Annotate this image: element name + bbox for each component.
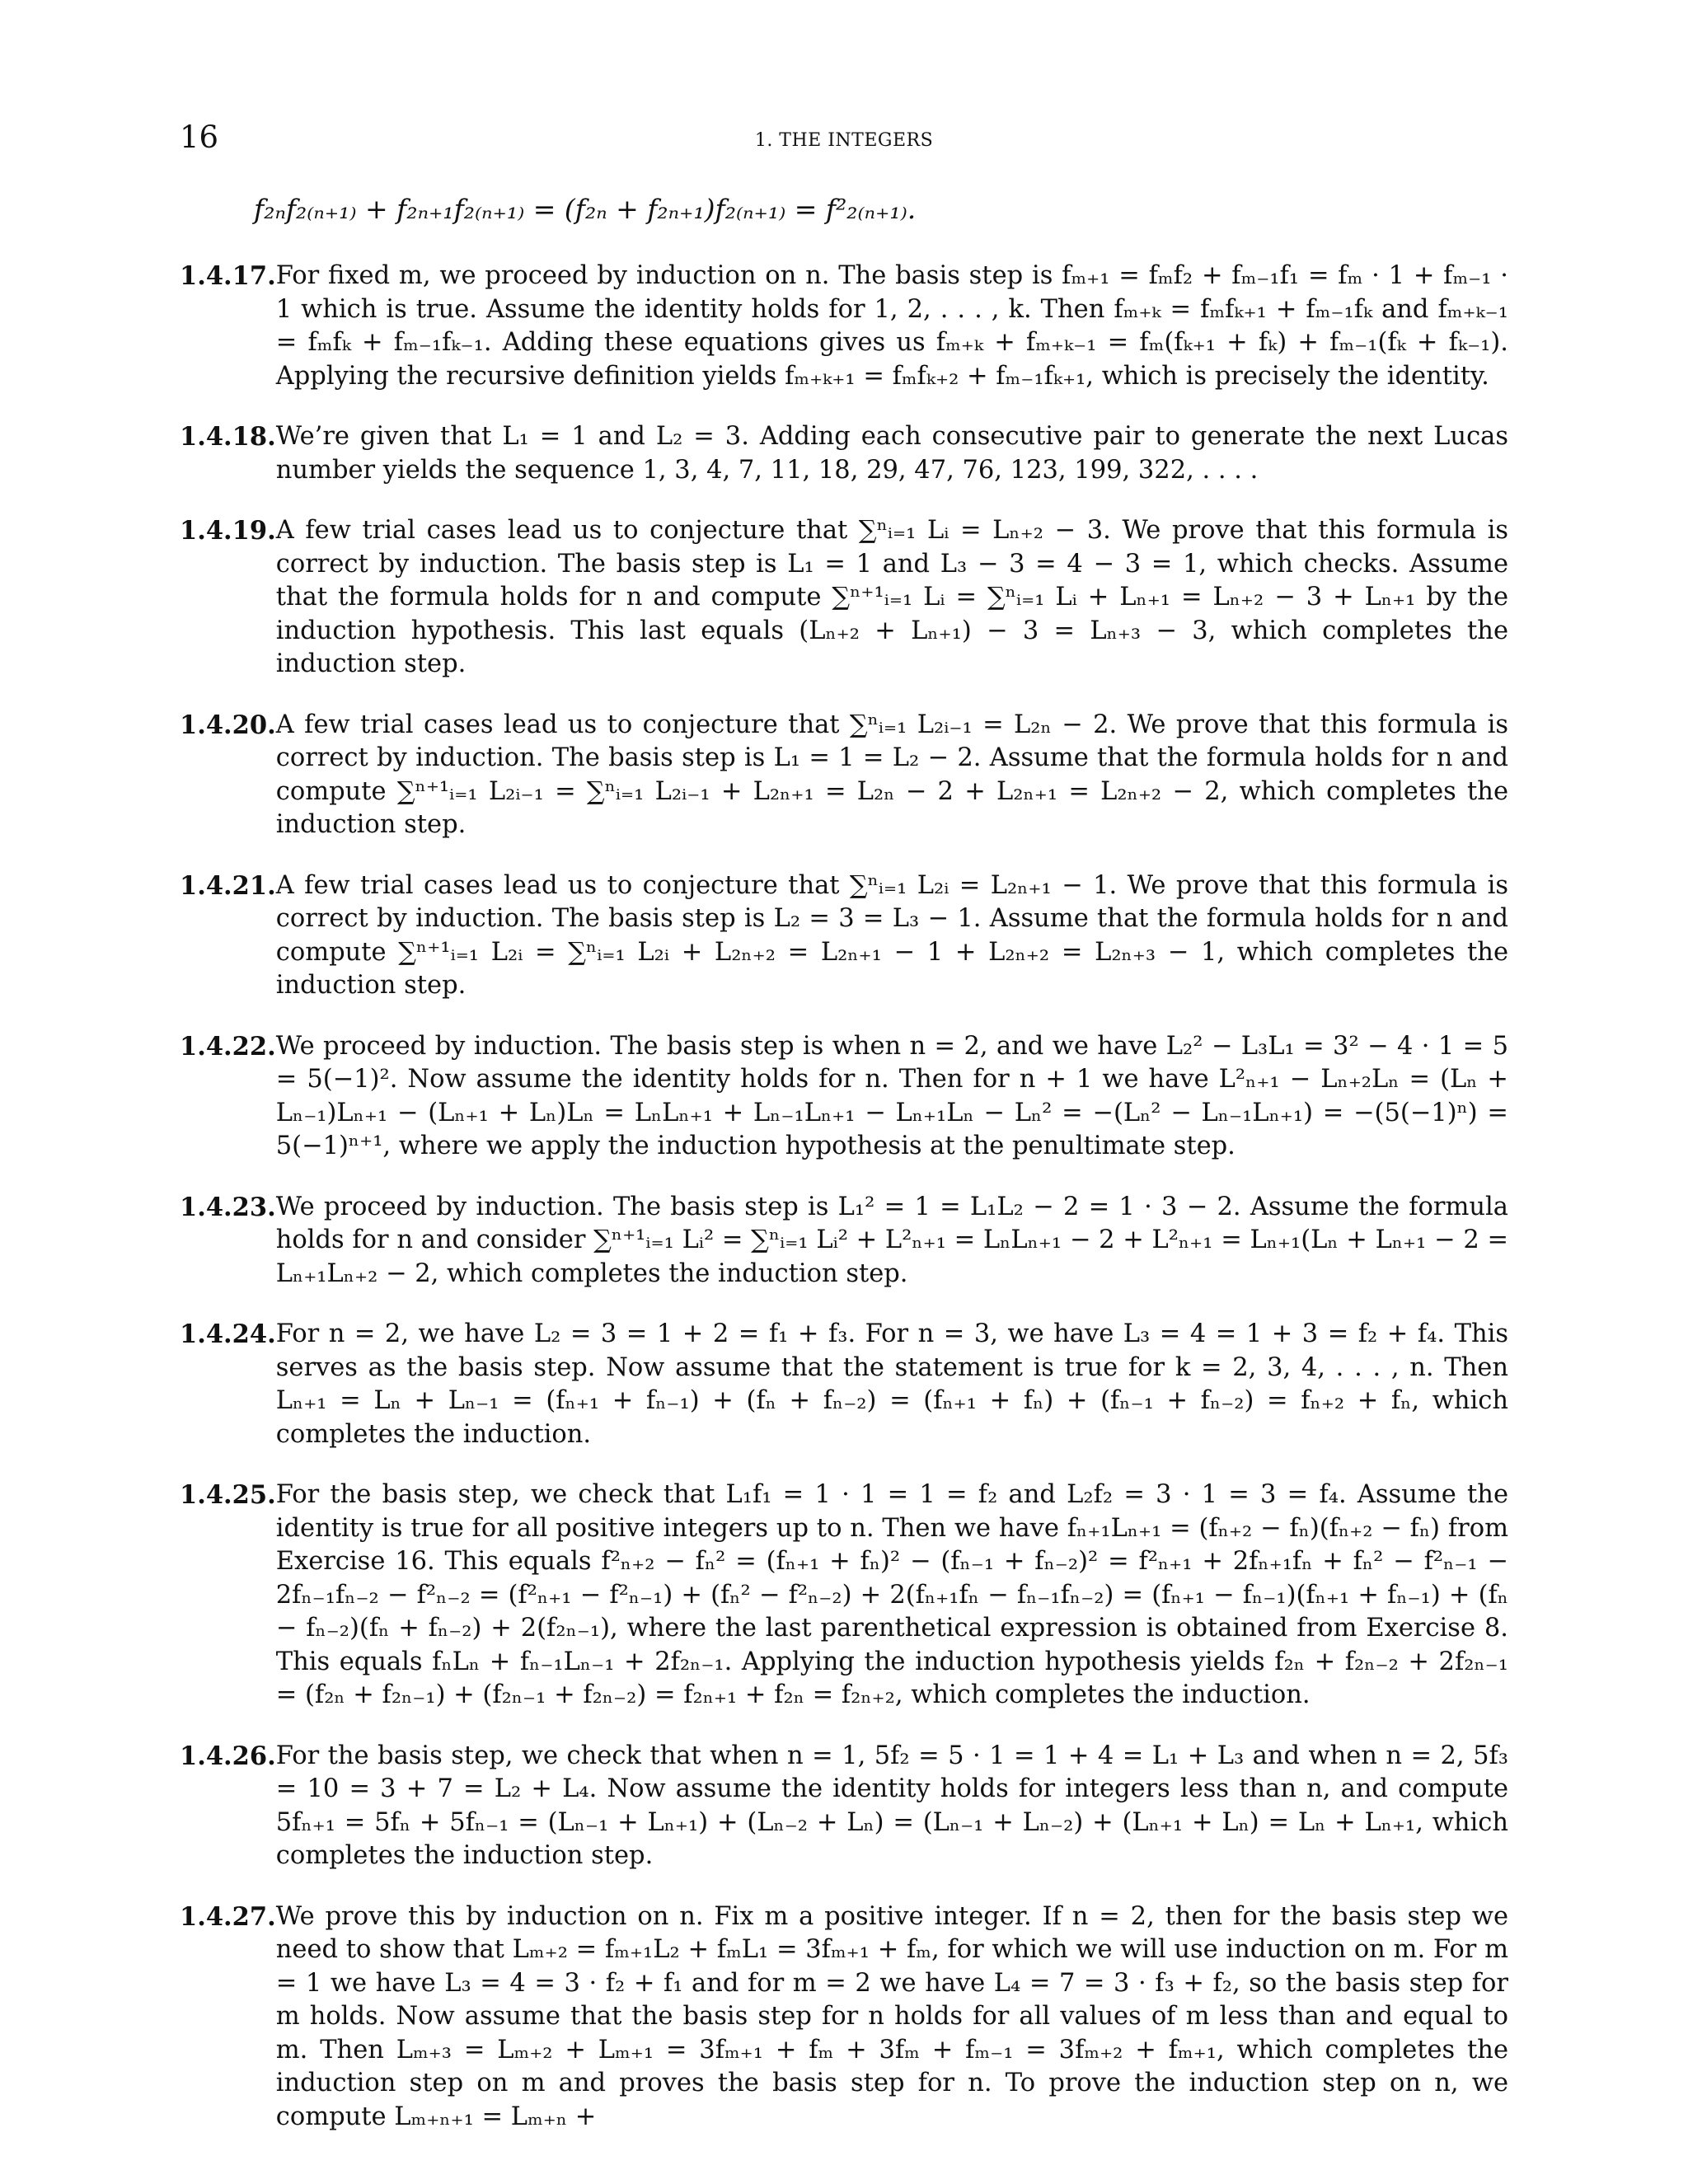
exercise-number: 1.4.25.: [180, 1480, 276, 1510]
exercise-number: 1.4.27.: [180, 1901, 276, 1932]
exercise-number: 1.4.19.: [180, 516, 276, 546]
exercise-number: 1.4.23.: [180, 1192, 276, 1222]
running-title: 1. THE INTEGERS: [754, 130, 934, 151]
exercise-number: 1.4.24.: [180, 1319, 276, 1349]
exercise-number: 1.4.20.: [180, 710, 276, 740]
exercise-solution: A few trial cases lead us to conjecture that ∑ⁿᵢ₌₁ L₂ᵢ = L₂ₙ₊₁ − 1. We prove that this formula is correct by induction. The basis step is L₂ = 3 = L₃ − 1. Assume that the formula holds for n and compute ∑ⁿ⁺¹ᵢ₌₁ L₂ᵢ = ∑ⁿᵢ₌₁ L₂ᵢ + L₂ₙ₊₂ = L₂ₙ₊₁ − 1 + L₂ₙ₊₂ = L₂ₙ₊₃ − 1, which completes the induction step.: [275, 870, 1508, 1000]
exercise-number: 1.4.22.: [180, 1031, 276, 1062]
exercise-1-4-24: [180, 1318, 1508, 1451]
exercise-1-4-21: [180, 869, 1508, 1003]
exercise-solution: A few trial cases lead us to conjecture that ∑ⁿᵢ₌₁ Lᵢ = Lₙ₊₂ − 3. We prove that this formula is correct by induction. The basis step is L₁ = 1 and L₃ − 3 = 4 − 3 = 1, which checks. Assume that the formula holds for n and compute ∑ⁿ⁺¹ᵢ₌₁ Lᵢ = ∑ⁿᵢ₌₁ Lᵢ + Lₙ₊₁ = Lₙ₊₂ − 3 + Lₙ₊₁ by the induction hypothesis. This last equals (Lₙ₊₂ + Lₙ₊₁) − 3 = Lₙ₊₃ − 3, which completes the induction step.: [275, 516, 1508, 678]
exercise-1-4-20: [180, 709, 1508, 842]
exercise-solution: For fixed m, we proceed by induction on n. The basis step is fₘ₊₁ = fₘf₂ + fₘ₋₁f₁ = fₘ · 1 + fₘ₋₁ · 1 which is true. Assume the identity holds for 1, 2, . . . , k. Then fₘ₊ₖ = fₘfₖ₊₁ + fₘ₋₁fₖ and fₘ₊ₖ₋₁ = fₘfₖ + fₘ₋₁fₖ₋₁. Adding these equations gives us fₘ₊ₖ + fₘ₊ₖ₋₁ = fₘ(fₖ₊₁ + fₖ) + fₘ₋₁(fₖ + fₖ₋₁). Applying the recursive definition yields fₘ₊ₖ₊₁ = fₘfₖ₊₂ + fₘ₋₁fₖ₊₁, which is precisely the identity.: [275, 261, 1508, 391]
exercise-1-4-25: [180, 1479, 1508, 1713]
exercise-solution: For the basis step, we check that when n = 1, 5f₂ = 5 · 1 = 1 + 4 = L₁ + L₃ and when n = 2, 5f₃ = 10 = 3 + 7 = L₂ + L₄. Now assume the identity holds for integers less than n, and compute 5fₙ₊₁ = 5fₙ + 5fₙ₋₁ = (Lₙ₋₁ + Lₙ₊₁) + (Lₙ₋₂ + Lₙ) = (Lₙ₋₁ + Lₙ₋₂) + (Lₙ₊₁ + Lₙ) = Lₙ + Lₙ₊₁, which completes the induction step.: [275, 1741, 1508, 1870]
exercise-solution: For the basis step, we check that L₁f₁ = 1 · 1 = 1 = f₂ and L₂f₂ = 3 · 1 = 3 = f₄. Assume the identity is true for all positive integers up to n. Then we have fₙ₊₁Lₙ₊₁ = (fₙ₊₂ − fₙ)(fₙ₊₂ − fₙ) from Exercise 16. This equals f²ₙ₊₂ − fₙ² = (fₙ₊₁ + fₙ)² − (fₙ₋₁ + fₙ₋₂)² = f²ₙ₊₁ + 2fₙ₊₁fₙ + fₙ² − f²ₙ₋₁ − 2fₙ₋₁fₙ₋₂ − f²ₙ₋₂ = (f²ₙ₊₁ − f²ₙ₋₁) + (fₙ² − f²ₙ₋₂) + 2(fₙ₊₁fₙ − fₙ₋₁fₙ₋₂) = (fₙ₊₁ − fₙ₋₁)(fₙ₊₁ + fₙ₋₁) + (fₙ − fₙ₋₂)(fₙ + fₙ₋₂) + 2(f₂ₙ₋₁), where the last parenthetical expression is obtained from Exercise 8. This equals fₙLₙ + fₙ₋₁Lₙ₋₁ + 2f₂ₙ₋₁. Applying the induction hypothesis yields f₂ₙ + f₂ₙ₋₂ + 2f₂ₙ₋₁ = (f₂ₙ + f₂ₙ₋₁) + (f₂ₙ₋₁ + f₂ₙ₋₂) = f₂ₙ₊₁ + f₂ₙ = f₂ₙ₊₂, which completes the induction.: [275, 1480, 1508, 1709]
exercise-solution: We proceed by induction. The basis step is when n = 2, and we have L₂² − L₃L₁ = 3² − 4 · 1 = 5 = 5(−1)². Now assume the identity holds for n. Then for n + 1 we have L²ₙ₊₁ − Lₙ₊₂Lₙ = (Lₙ + Lₙ₋₁)Lₙ₊₁ − (Lₙ₊₁ + Lₙ)Lₙ = LₙLₙ₊₁ + Lₙ₋₁Lₙ₊₁ − Lₙ₊₁Lₙ − Lₙ² = −(Lₙ² − Lₙ₋₁Lₙ₊₁) = −(5(−1)ⁿ) = 5(−1)ⁿ⁺¹, where we apply the induction hypothesis at the penultimate step.: [275, 1031, 1508, 1160]
exercise-number: 1.4.26.: [180, 1741, 276, 1771]
exercise-solution: We’re given that L₁ = 1 and L₂ = 3. Adding each consecutive pair to generate the next Lucas number yields the sequence 1, 3, 4, 7, 11, 18, 29, 47, 76, 123, 199, 322, . . . .: [275, 422, 1508, 485]
exercise-list: [180, 260, 1508, 2161]
exercise-1-4-26: [180, 1740, 1508, 1873]
exercise-1-4-17: [180, 260, 1508, 393]
exercise-solution: We prove this by induction on n. Fix m a positive integer. If n = 2, then for the basis step we need to show that Lₘ₊₂ = fₘ₊₁L₂ + fₘL₁ = 3fₘ₊₁ + fₘ, for which we will use induction on m. For m = 1 we have L₃ = 4 = 3 · f₂ + f₁ and for m = 2 we have L₄ = 7 = 3 · f₃ + f₂, so the basis step for m holds. Now assume that the basis step for n holds for all values of m less than and equal to m. Then Lₘ₊₃ = Lₘ₊₂ + Lₘ₊₁ = 3fₘ₊₁ + fₘ + 3fₘ + fₘ₋₁ = 3fₘ₊₂ + fₘ₊₁, which completes the induction step on m and proves the basis step for n. To prove the induction step on n, we compute Lₘ₊ₙ₊₁ = Lₘ₊ₙ +: [275, 1901, 1508, 2131]
exercise-solution: We proceed by induction. The basis step is L₁² = 1 = L₁L₂ − 2 = 1 · 3 − 2. Assume the formula holds for n and consider ∑ⁿ⁺¹ᵢ₌₁ Lᵢ² = ∑ⁿᵢ₌₁ Lᵢ² + L²ₙ₊₁ = LₙLₙ₊₁ − 2 + L²ₙ₊₁ = Lₙ₊₁(Lₙ + Lₙ₊₁ − 2 = Lₙ₊₁Lₙ₊₂ − 2, which completes the induction step.: [275, 1192, 1508, 1288]
page-number: 16: [180, 120, 219, 155]
exercise-1-4-23: [180, 1191, 1508, 1291]
exercise-number: 1.4.17.: [180, 261, 276, 291]
exercise-1-4-22: [180, 1030, 1508, 1164]
exercise-1-4-27: [180, 1900, 1508, 2135]
exercise-1-4-19: [180, 514, 1508, 682]
exercise-1-4-18: [180, 420, 1508, 487]
exercise-number: 1.4.18.: [180, 422, 276, 452]
exercise-solution: For n = 2, we have L₂ = 3 = 1 + 2 = f₁ + f₃. For n = 3, we have L₃ = 4 = 1 + 3 = f₂ + f₄. This serves as the basis step. Now assume that the statement is true for k = 2, 3, 4, . . . , n. Then Lₙ₊₁ = Lₙ + Lₙ₋₁ = (fₙ₊₁ + fₙ₋₁) + (fₙ + fₙ₋₂) = (fₙ₊₁ + fₙ) + (fₙ₋₁ + fₙ₋₂) = fₙ₊₂ + fₙ, which completes the induction.: [275, 1319, 1508, 1449]
exercise-solution: A few trial cases lead us to conjecture that ∑ⁿᵢ₌₁ L₂ᵢ₋₁ = L₂ₙ − 2. We prove that this formula is correct by induction. The basis step is L₁ = 1 = L₂ − 2. Assume that the formula holds for n and compute ∑ⁿ⁺¹ᵢ₌₁ L₂ᵢ₋₁ = ∑ⁿᵢ₌₁ L₂ᵢ₋₁ + L₂ₙ₊₁ = L₂ₙ − 2 + L₂ₙ₊₁ = L₂ₙ₊₂ − 2, which completes the induction step.: [275, 710, 1508, 839]
carryover-equation: f₂ₙf₂₍ₙ₊₁₎ + f₂ₙ₊₁f₂₍ₙ₊₁₎ = (f₂ₙ + f₂ₙ₊₁)f₂₍ₙ₊₁₎ = f²₂₍ₙ₊₁₎.: [254, 193, 917, 225]
exercise-number: 1.4.21.: [180, 870, 276, 901]
